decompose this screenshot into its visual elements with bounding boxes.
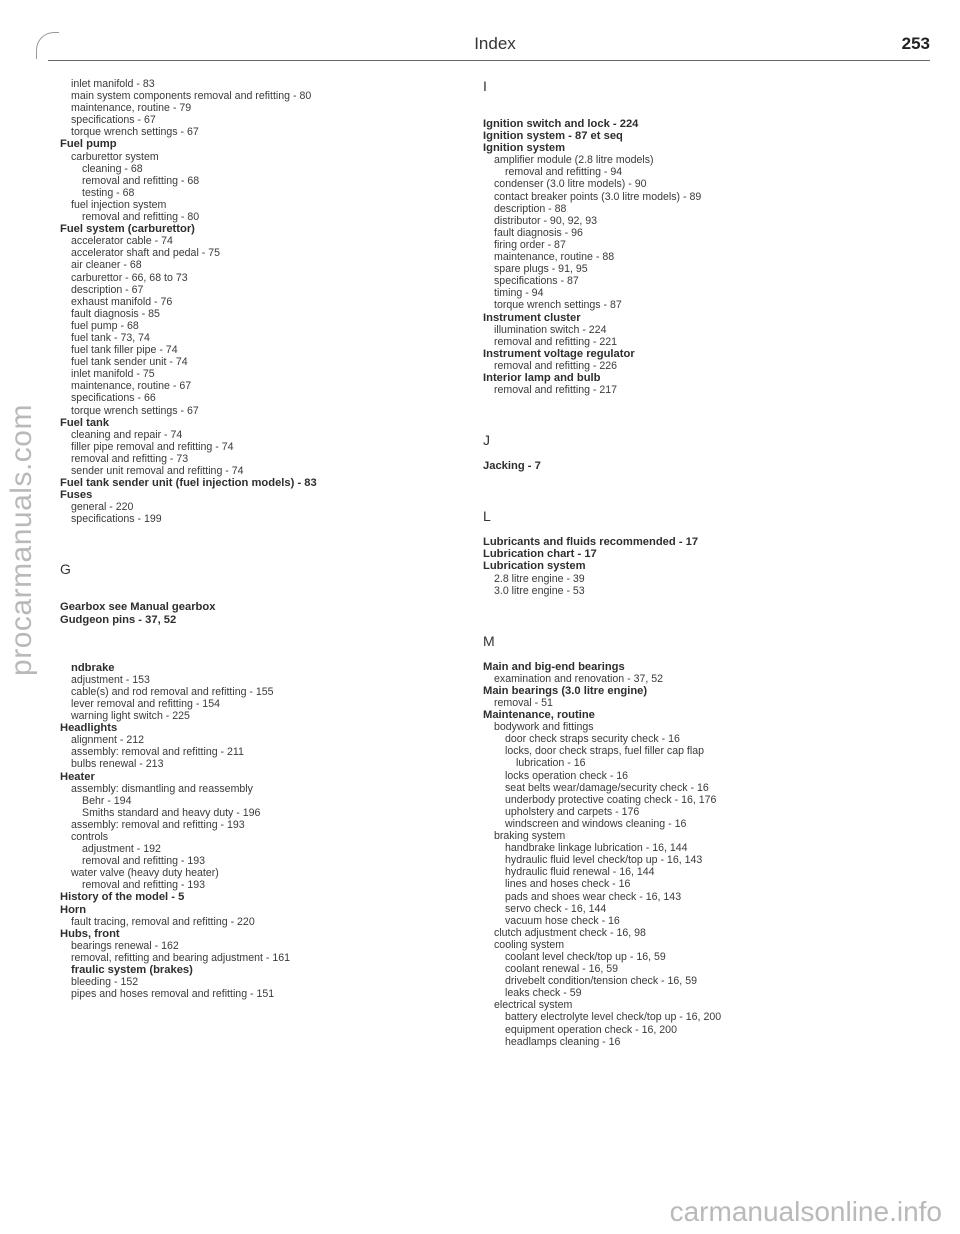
index-section-letter: M xyxy=(483,632,495,649)
index-entry: door check straps security check - 16 xyxy=(505,733,680,746)
index-heading: Lubrication system xyxy=(483,560,586,573)
index-entry: description - 88 xyxy=(494,202,567,215)
index-heading: Fuel tank xyxy=(60,416,110,429)
index-entry: Smiths standard and heavy duty - 196 xyxy=(82,806,261,819)
index-entry: cooling system xyxy=(494,938,565,951)
index-entry: filler pipe removal and refitting - 74 xyxy=(71,440,234,453)
index-entry: carburettor - 66, 68 to 73 xyxy=(71,271,188,284)
index-entry: torque wrench settings - 67 xyxy=(71,126,199,139)
index-entry: bleeding - 152 xyxy=(71,976,139,989)
index-entry: condenser (3.0 litre models) - 90 xyxy=(494,178,647,191)
index-column-left xyxy=(60,78,460,1000)
watermark-left-text: procarmanuals.com xyxy=(5,404,38,676)
index-entry: braking system xyxy=(494,830,566,843)
index-heading: Interior lamp and bulb xyxy=(483,371,601,384)
index-entry: assembly: dismantling and reassembly xyxy=(71,782,253,795)
index-entry: specifications - 66 xyxy=(71,392,156,405)
header-divider xyxy=(48,60,930,61)
index-entry: removal, refitting and bearing adjustment - 161 xyxy=(71,951,291,964)
index-entry: fault diagnosis - 85 xyxy=(71,307,160,320)
index-entry: accelerator cable - 74 xyxy=(71,235,173,248)
index-entry: removal and refitting - 94 xyxy=(505,166,623,179)
index-entry: main system components removal and refitting - 80 xyxy=(71,90,312,103)
index-entry: maintenance, routine - 67 xyxy=(71,380,192,393)
index-entry: pads and shoes wear check - 16, 143 xyxy=(505,890,682,903)
index-entry: 2.8 litre engine - 39 xyxy=(494,572,585,585)
index-entry: removal and refitting - 80 xyxy=(82,211,200,224)
index-entry: drivebelt condition/tension check - 16, 59 xyxy=(505,975,697,988)
index-entry: sender unit removal and refitting - 74 xyxy=(71,465,244,477)
index-entry: accelerator shaft and pedal - 75 xyxy=(71,247,220,260)
index-entry: general - 220 xyxy=(71,501,134,514)
index-entry: coolant level check/top up - 16, 59 xyxy=(505,950,666,963)
index-heading: Fuel pump xyxy=(60,138,117,151)
index-heading: Instrument voltage regulator xyxy=(483,347,635,360)
watermark-carmanualsonline xyxy=(670,1196,942,1228)
index-entry: upholstery and carpets - 176 xyxy=(505,805,640,818)
index-heading: Horn xyxy=(60,903,87,916)
index-entry: adjustment - 192 xyxy=(82,843,161,856)
index-entry: fault diagnosis - 96 xyxy=(494,226,583,239)
index-heading: Ignition system - 87 et seq xyxy=(483,130,623,143)
index-entry: fuel pump - 68 xyxy=(71,319,139,332)
index-heading: Fuses xyxy=(60,489,93,502)
index-entry: specifications - 199 xyxy=(71,513,162,526)
index-section-letter: G xyxy=(60,561,71,578)
index-entry: carburettor system xyxy=(71,150,159,163)
index-entry: seat belts wear/damage/security check - 16 xyxy=(505,781,709,794)
index-heading: fraulic system (brakes) xyxy=(71,964,193,976)
index-entry: locks, door check straps, fuel filler cap flap xyxy=(505,745,705,758)
index-entry: servo check - 16, 144 xyxy=(505,902,607,915)
index-entry: electrical system xyxy=(494,999,573,1012)
index-entry: distributor - 90, 92, 93 xyxy=(494,214,598,227)
index-heading: History of the model - 5 xyxy=(60,891,185,904)
index-heading: Main and big-end bearings xyxy=(483,660,625,673)
index-entry: adjustment - 153 xyxy=(71,673,150,686)
index-entry: bearings renewal - 162 xyxy=(71,939,179,952)
page-number: 253 xyxy=(901,34,930,53)
spacer xyxy=(483,597,883,633)
index-heading: Fuel system (carburettor) xyxy=(60,223,195,236)
index-heading: Main bearings (3.0 litre engine) xyxy=(483,684,648,697)
index-entry: removal and refitting - 193 xyxy=(82,879,206,892)
index-entry: clutch adjustment check - 16, 98 xyxy=(494,926,646,939)
index-heading: Headlights xyxy=(60,722,118,735)
index-entry: fault tracing, removal and refitting - 220 xyxy=(71,915,255,928)
index-entry: hydraulic fluid renewal - 16, 144 xyxy=(505,866,655,879)
index-entry: removal and refitting - 217 xyxy=(494,384,618,397)
index-entry: fuel tank filler pipe - 74 xyxy=(71,344,178,357)
spacer xyxy=(483,649,883,661)
index-entry: vacuum hose check - 16 xyxy=(505,914,620,927)
index-entry: inlet manifold - 83 xyxy=(71,78,155,90)
index-entry: removal and refitting - 68 xyxy=(82,174,200,187)
spacer xyxy=(483,448,883,460)
index-entry: firing order - 87 xyxy=(494,238,566,251)
index-heading: Gearbox see Manual gearbox xyxy=(60,601,216,614)
index-entry: maintenance, routine - 88 xyxy=(494,251,615,264)
index-heading: Hubs, front xyxy=(60,927,120,940)
index-entry: warning light switch - 225 xyxy=(71,710,190,723)
index-entry: coolant renewal - 16, 59 xyxy=(505,963,619,976)
index-heading: Ignition system xyxy=(483,142,566,155)
spacer xyxy=(483,472,883,508)
index-section-letter: J xyxy=(483,432,490,449)
index-entry: leaks check - 59 xyxy=(505,987,582,1000)
index-entry: removal and refitting - 226 xyxy=(494,359,618,372)
index-entry: pipes and hoses removal and refitting - 151 xyxy=(71,988,275,1001)
index-entry: timing - 94 xyxy=(494,287,544,300)
index-entry: contact breaker points (3.0 litre models) - 89 xyxy=(494,190,702,203)
index-entry: alignment - 212 xyxy=(71,734,145,747)
index-heading: Lubrication chart - 17 xyxy=(483,548,597,561)
spacer xyxy=(60,525,460,561)
index-heading: Instrument cluster xyxy=(483,311,581,324)
index-entry: locks operation check - 16 xyxy=(505,769,629,782)
index-entry: removal - 51 xyxy=(494,697,553,709)
index-entry: fuel tank - 73, 74 xyxy=(71,331,150,344)
index-entry: torque wrench settings - 67 xyxy=(71,404,199,417)
index-entry: illumination switch - 224 xyxy=(494,323,607,336)
index-entry: removal and refitting - 73 xyxy=(71,452,189,465)
index-entry: underbody protective coating check - 16, 176 xyxy=(505,793,717,806)
index-entry: lever removal and refitting - 154 xyxy=(71,697,220,710)
index-entry: battery electrolyte level check/top up - 16, 200 xyxy=(505,1011,722,1024)
index-heading: Ignition switch and lock - 224 xyxy=(483,118,639,130)
index-entry: maintenance, routine - 79 xyxy=(71,102,192,115)
index-entry: exhaust manifold - 76 xyxy=(71,295,173,308)
index-entry: Behr - 194 xyxy=(82,794,132,807)
watermark-procarmanuals xyxy=(2,300,42,780)
index-heading: Gudgeon pins - 37, 52 xyxy=(60,613,177,626)
index-entry: amplifier module (2.8 litre models) xyxy=(494,154,654,167)
index-entry: cleaning and repair - 74 xyxy=(71,428,183,441)
index-entry: testing - 68 xyxy=(82,186,135,199)
index-entry: 3.0 litre engine - 53 xyxy=(494,584,585,597)
watermark-bottom-text: carmanualsonline.info xyxy=(669,1196,942,1227)
index-entry: lubrication - 16 xyxy=(516,757,586,770)
index-heading: Lubricants and fluids recommended - 17 xyxy=(483,536,699,549)
index-entry: water valve (heavy duty heater) xyxy=(71,867,219,880)
index-entry: lines and hoses check - 16 xyxy=(505,878,631,891)
index-entry: equipment operation check - 16, 200 xyxy=(505,1023,677,1036)
index-entry: inlet manifold - 75 xyxy=(71,368,155,381)
index-entry: specifications - 67 xyxy=(71,114,156,127)
index-section-letter: L xyxy=(483,508,491,525)
index-heading: Heater xyxy=(60,770,95,783)
page-header xyxy=(60,30,930,70)
index-entry: handbrake linkage lubrication - 16, 144 xyxy=(505,842,688,855)
spacer xyxy=(483,396,883,432)
index-entry: removal and refitting - 193 xyxy=(82,855,206,868)
index-entry: removal and refitting - 221 xyxy=(494,335,618,348)
index-entry: hydraulic fluid level check/top up - 16, 143 xyxy=(505,854,703,867)
index-heading: Maintenance, routine xyxy=(483,709,595,722)
index-entry: description - 67 xyxy=(71,283,144,296)
index-entry: headlamps cleaning - 16 xyxy=(505,1035,621,1048)
index-section-letter: I xyxy=(483,78,487,94)
index-heading: Fuel tank sender unit (fuel injection models) - 83 xyxy=(60,477,317,490)
index-entry: assembly: removal and refitting - 211 xyxy=(71,746,244,759)
spacer xyxy=(483,524,883,536)
spacer xyxy=(483,94,883,118)
index-entry: examination and renovation - 37, 52 xyxy=(494,672,664,685)
index-entry: specifications - 87 xyxy=(494,275,579,288)
index-entry: assembly: removal and refitting - 193 xyxy=(71,818,245,831)
index-entry: controls xyxy=(71,830,109,843)
index-entry: bulbs renewal - 213 xyxy=(71,758,164,771)
index-heading: ndbrake xyxy=(71,661,115,674)
spacer xyxy=(60,577,460,601)
index-entry: torque wrench settings - 87 xyxy=(494,299,622,312)
page-corner-mark xyxy=(36,32,59,59)
spacer xyxy=(60,626,460,662)
page-title: Index xyxy=(474,34,516,53)
index-entry: air cleaner - 68 xyxy=(71,259,142,272)
index-entry: fuel injection system xyxy=(71,198,167,211)
index-entry: bodywork and fittings xyxy=(494,721,594,734)
index-heading: Jacking - 7 xyxy=(483,460,541,473)
index-entry: spare plugs - 91, 95 xyxy=(494,263,588,276)
index-column-right xyxy=(483,78,883,1048)
index-entry: fuel tank sender unit - 74 xyxy=(71,356,188,369)
index-entry: cleaning - 68 xyxy=(82,162,143,175)
index-entry: cable(s) and rod removal and refitting - 155 xyxy=(71,685,274,698)
index-entry: windscreen and windows cleaning - 16 xyxy=(505,817,687,830)
